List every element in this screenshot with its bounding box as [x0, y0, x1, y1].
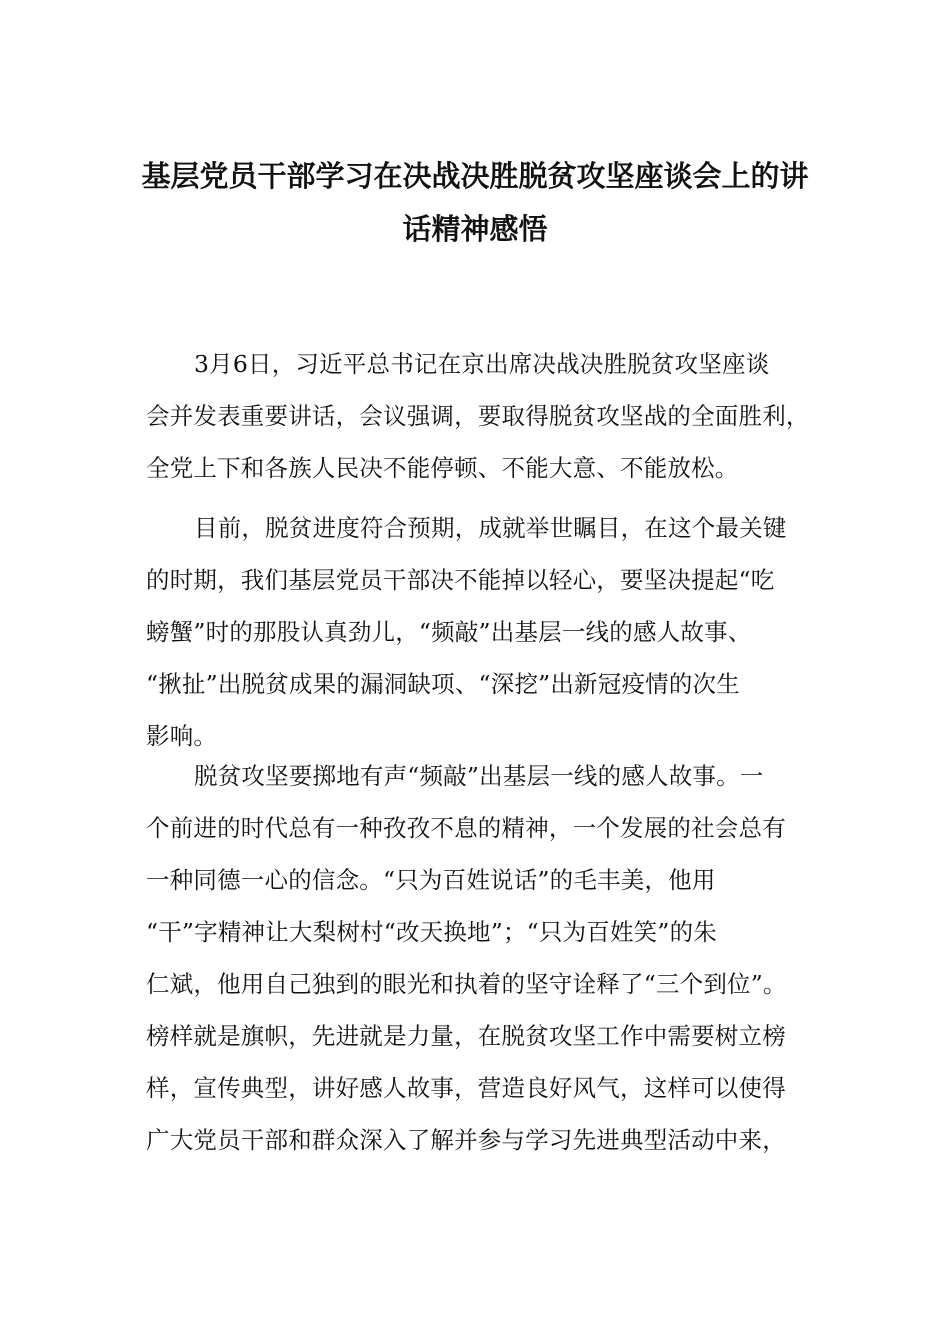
- paragraph-line: 仁斌，他用自己独到的眼光和执着的坚守诠释了“三个到位”。: [146, 970, 787, 998]
- paragraph-line: “干”字精神让大梨树村“改天换地”；“只为百姓笑”的朱: [146, 918, 717, 946]
- title-line: 话精神感悟: [402, 212, 548, 246]
- paragraph-line: 一种同德一心的信念。“只为百姓说话”的毛丰美，他用: [146, 866, 716, 894]
- paragraph-line: 螃蟹”时的那股认真劲儿，“频敲”出基层一线的感人故事、: [146, 618, 752, 646]
- paragraph-line: 的时期，我们基层党员干部决不能掉以轻心，要坚决提起“吃: [146, 566, 775, 594]
- paragraph-line: 脱贫攻坚要掷地有声“频敲”出基层一线的感人故事。一: [194, 762, 764, 790]
- paragraph-line: 样，宣传典型，讲好感人故事，营造良好风气，这样可以使得: [146, 1074, 786, 1102]
- paragraph-line: 广大党员干部和群众深入了解并参与学习先进典型活动中来，: [146, 1126, 786, 1154]
- paragraph-line: 影响。: [146, 722, 218, 750]
- paragraph-line: 个前进的时代总有一种孜孜不息的精神，一个发展的社会总有: [146, 814, 786, 842]
- paragraph-1: [146, 338, 816, 494]
- title-line: 基层党员干部学习在决战决胜脱贫攻坚座谈会上的讲: [141, 159, 809, 193]
- paragraph-line: 3月6日，习近平总书记在京出席决战决胜脱贫攻坚座谈: [194, 350, 770, 378]
- document-title: [120, 150, 830, 256]
- paragraph-line: “揪扯”出脱贫成果的漏洞缺项、“深挖”出新冠疫情的次生: [146, 670, 740, 698]
- paragraph-3: [146, 750, 816, 1166]
- paragraph-line: 榜样就是旗帜，先进就是力量，在脱贫攻坚工作中需要树立榜: [146, 1022, 786, 1050]
- paragraph-2: [146, 502, 816, 762]
- paragraph-line: 会并发表重要讲话，会议强调，要取得脱贫攻坚战的全面胜利，: [146, 402, 810, 430]
- paragraph-line: 目前，脱贫进度符合预期，成就举世瞩目，在这个最关键: [194, 514, 787, 542]
- paragraph-line: 全党上下和各族人民决不能停顿、不能大意、不能放松。: [146, 454, 739, 482]
